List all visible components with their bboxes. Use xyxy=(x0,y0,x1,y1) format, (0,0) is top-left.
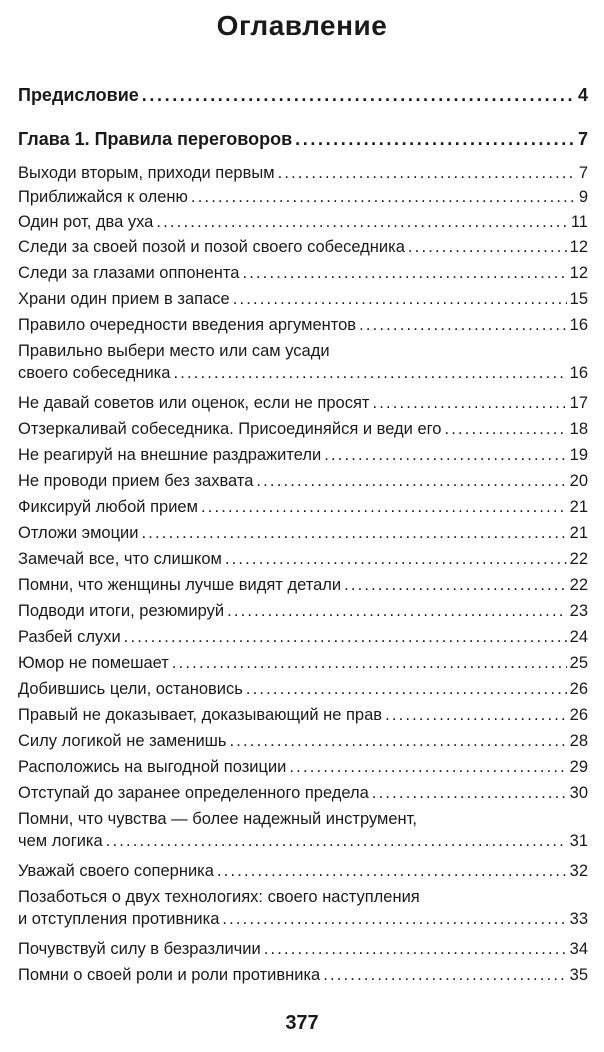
leader-dots xyxy=(225,548,567,570)
toc-entry-page: 20 xyxy=(569,472,588,490)
toc-entry-title: Добившись цели, остановись xyxy=(18,680,243,698)
toc-entry-page: 22 xyxy=(569,576,588,594)
leader-dots xyxy=(227,600,567,622)
leader-dots xyxy=(444,418,566,440)
toc-entry xyxy=(18,288,588,310)
toc-entry-title: Правый не доказывает, доказывающий не прав xyxy=(18,706,383,724)
leader-dots xyxy=(246,678,567,700)
toc-entry xyxy=(18,574,588,596)
toc-entry-title: Предисловие xyxy=(18,85,139,105)
leader-dots xyxy=(106,830,567,852)
toc-entry-title: Выходи вторым, приходи первым xyxy=(18,164,275,182)
toc-entry-title: своего собеседника xyxy=(18,364,171,382)
toc-entry-title: Подводи итоги, резюмируй xyxy=(18,602,225,620)
leader-dots xyxy=(172,652,567,674)
leader-dots xyxy=(289,756,566,778)
toc-entry-page: 21 xyxy=(569,524,588,542)
leader-dots xyxy=(372,392,566,414)
leader-dots xyxy=(230,730,567,752)
toc-entry xyxy=(18,186,588,208)
toc-entry xyxy=(18,444,588,466)
toc-entry-title: Правило очередности введения аргументов xyxy=(18,316,357,334)
leader-dots xyxy=(256,470,566,492)
toc-entry-title: Следи за своей позой и позой своего собеседника xyxy=(18,238,405,256)
page-title: Оглавление xyxy=(216,10,388,41)
toc-entry-page: 23 xyxy=(569,602,588,620)
toc-entry-title: Храни один прием в запасе xyxy=(18,290,230,308)
toc-entry-page: 16 xyxy=(569,364,588,382)
toc-entry xyxy=(18,652,588,674)
toc-entry-page: 21 xyxy=(569,498,588,516)
toc-entry xyxy=(18,236,588,258)
toc-entry-title: Юмор не помешает xyxy=(18,654,169,672)
toc-entry-page: 4 xyxy=(577,85,588,105)
toc-entry xyxy=(18,964,588,986)
leader-dots xyxy=(173,362,566,384)
toc-entry-title: Замечай все, что слишком xyxy=(18,550,222,568)
toc-entry xyxy=(18,418,588,440)
leader-dots xyxy=(142,522,567,544)
toc-entry xyxy=(18,678,588,700)
toc-entry-page: 12 xyxy=(569,264,588,282)
toc-entry-page: 26 xyxy=(569,680,588,698)
toc-entry-title: Отступай до заранее определенного предела xyxy=(18,784,369,802)
leader-dots xyxy=(324,444,566,466)
leader-dots xyxy=(233,288,567,310)
toc-entry-title-line1: Позаботься о двух технологиях: своего наступления xyxy=(18,888,420,906)
toc-entry xyxy=(18,162,588,184)
toc-entry-title-line1: Помни, что чувства — более надежный инструмент, xyxy=(18,810,417,828)
toc-entry-title: Не реагируй на внешние раздражители xyxy=(18,446,322,464)
toc-entry-title: чем логика xyxy=(18,832,103,850)
toc-entry xyxy=(18,600,588,622)
toc-entry-page: 26 xyxy=(569,706,588,724)
leader-dots xyxy=(344,574,567,596)
toc-entry-page: 12 xyxy=(569,238,588,256)
toc-entry-title: Не давай советов или оценок, если не просят xyxy=(18,394,370,412)
toc-entry xyxy=(18,496,588,518)
toc-entry xyxy=(18,860,588,882)
toc-entry xyxy=(18,704,588,726)
leader-dots xyxy=(359,314,567,336)
toc-entry-page: 17 xyxy=(569,394,588,412)
leader-dots xyxy=(217,860,567,882)
leader-dots xyxy=(156,211,567,233)
toc-entry xyxy=(18,522,588,544)
toc-entry xyxy=(18,626,588,648)
toc-entry-page: 31 xyxy=(569,832,588,850)
toc-entry-page: 30 xyxy=(569,784,588,802)
toc-entry-page: 19 xyxy=(569,446,588,464)
toc-entry-title-line1: Правильно выбери место или сам усади xyxy=(18,342,330,360)
toc-entry-page: 33 xyxy=(569,910,588,928)
leader-dots xyxy=(278,162,576,184)
toc-entry-page: 35 xyxy=(569,966,588,984)
toc-entry xyxy=(18,262,588,284)
toc-entry xyxy=(18,548,588,570)
toc-entry xyxy=(18,314,588,336)
toc-entry-multiline xyxy=(18,886,588,930)
toc-entry xyxy=(18,938,588,960)
leader-dots xyxy=(372,782,567,804)
toc-entry-multiline xyxy=(18,808,588,852)
leader-dots xyxy=(408,236,567,258)
toc-entry-preface xyxy=(18,84,588,106)
toc-entry-title: Помни, что женщины лучше видят детали xyxy=(18,576,342,594)
toc-entry-title: Помни о своей роли и роли противника xyxy=(18,966,321,984)
leader-dots xyxy=(142,84,575,106)
toc-entry-page: 11 xyxy=(570,213,588,231)
leader-dots xyxy=(264,938,567,960)
toc-entry-page: 18 xyxy=(569,420,588,438)
toc-entry xyxy=(18,470,588,492)
leader-dots xyxy=(124,626,567,648)
leader-dots xyxy=(222,908,566,930)
toc-entry-page: 25 xyxy=(569,654,588,672)
leader-dots xyxy=(201,496,567,518)
toc-entry-page: 16 xyxy=(569,316,588,334)
toc-entry-page: 9 xyxy=(578,188,588,206)
toc-entry-title: Почувствуй силу в безразличии xyxy=(18,940,261,958)
toc-entry-page: 22 xyxy=(569,550,588,568)
toc-entry-title: Фиксируй любой прием xyxy=(18,498,198,516)
toc-entry-title: Один рот, два уха xyxy=(18,213,154,231)
toc-entry-title: Приближайся к оленю xyxy=(18,188,188,206)
toc-entry xyxy=(18,756,588,778)
toc-entry-page: 24 xyxy=(569,628,588,646)
toc-entry xyxy=(18,392,588,414)
toc-entry-page: 15 xyxy=(569,290,588,308)
leader-dots xyxy=(242,262,566,284)
toc-entry-page: 7 xyxy=(577,129,588,149)
leader-dots xyxy=(385,704,567,726)
toc-entry xyxy=(18,782,588,804)
toc-entry-title: Разбей слухи xyxy=(18,628,121,646)
toc-entry-title: Уважай своего соперника xyxy=(18,862,214,880)
toc-entry-title: Отзеркаливай собеседника. Присоединяйся и веди его xyxy=(18,420,442,438)
toc-entry-title: Отложи эмоции xyxy=(18,524,139,542)
toc-entry xyxy=(18,730,588,752)
toc-entry-page: 32 xyxy=(569,862,588,880)
leader-dots xyxy=(295,128,575,150)
toc-entry-page: 7 xyxy=(578,164,588,182)
page-number: 377 xyxy=(285,1012,319,1034)
toc-entry-chapter-1 xyxy=(18,128,588,150)
leader-dots xyxy=(191,186,576,208)
toc-entry-page: 34 xyxy=(569,940,588,958)
toc-entry-title: Силу логикой не заменишь xyxy=(18,732,227,750)
toc-entry-title: Не проводи прием без захвата xyxy=(18,472,254,490)
toc-entry xyxy=(18,211,588,233)
toc-entry-title: и отступления противника xyxy=(18,910,220,928)
toc-entry-multiline xyxy=(18,340,588,384)
toc-entry-title: Глава 1. Правила переговоров xyxy=(18,129,293,149)
toc-entry-title: Следи за глазами оппонента xyxy=(18,264,240,282)
leader-dots xyxy=(323,964,566,986)
toc-entry-page: 29 xyxy=(569,758,588,776)
toc-entry-title: Расположись на выгодной позиции xyxy=(18,758,287,776)
toc-entry-page: 28 xyxy=(569,732,588,750)
